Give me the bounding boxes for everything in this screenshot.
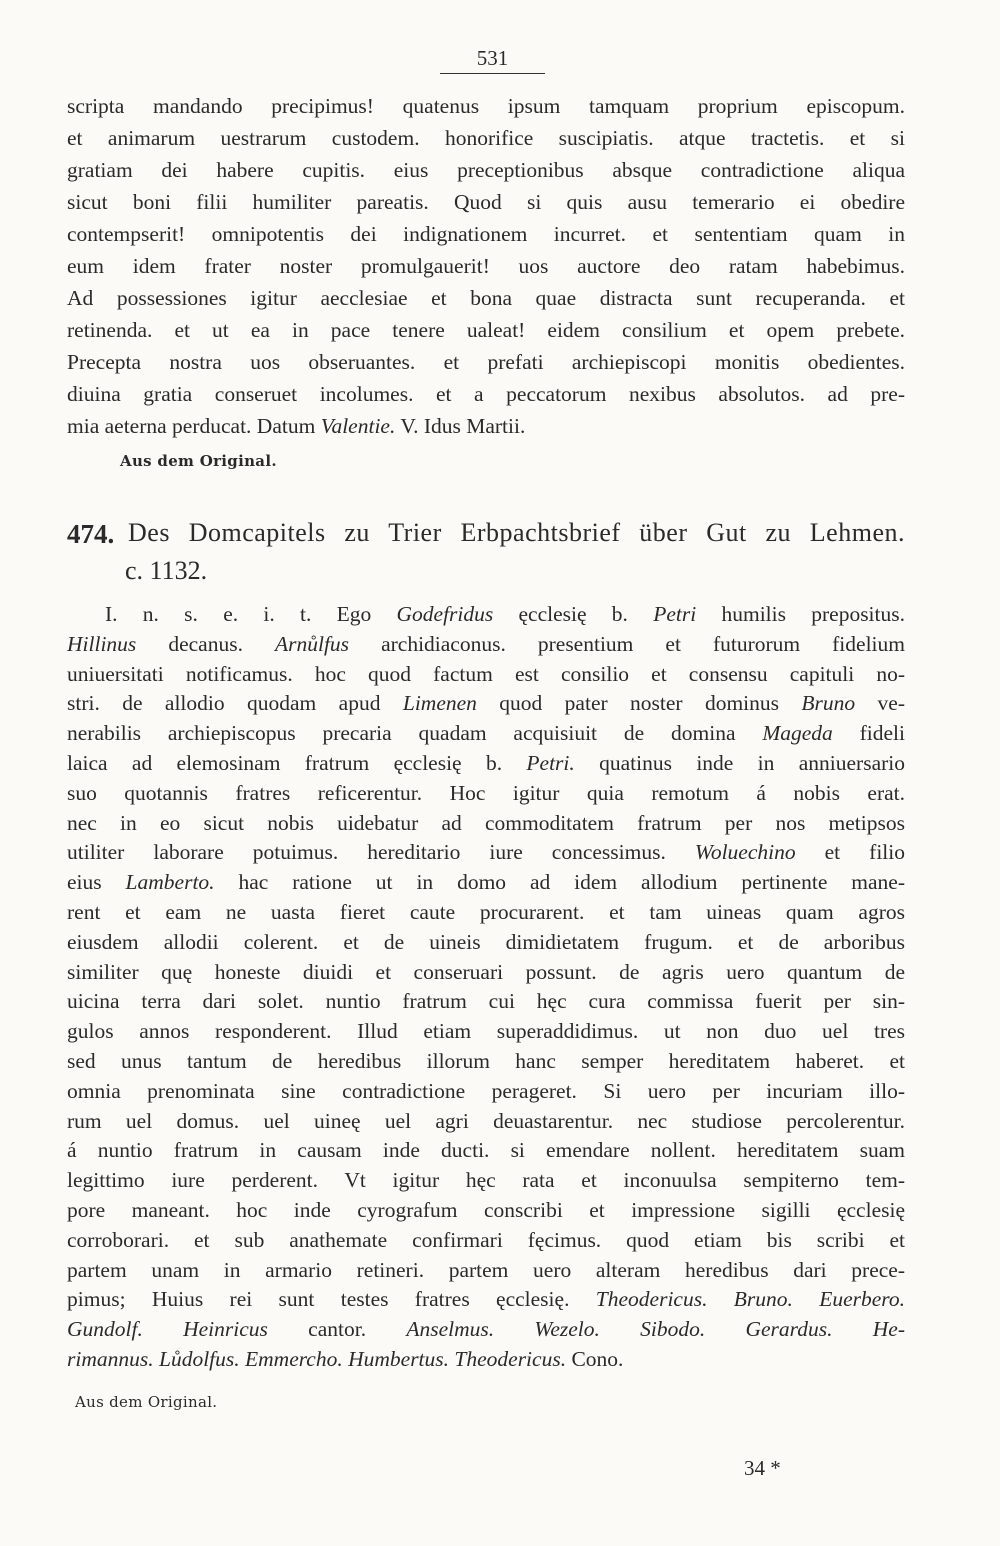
text-line: [67, 779, 905, 809]
text-line: [67, 1226, 905, 1256]
text-segment: contempserit! omnipotentis dei indignationem incurret. et sententiam quam in: [67, 222, 905, 246]
text-line: [67, 987, 905, 1017]
text-segment: nerabilis archiepiscopus precaria quadam acquisiuit de domina: [67, 721, 763, 746]
text-line: [67, 809, 905, 839]
text-segment: omnia prenominata sine contradictione perageret. Si uero per incuriam illo-: [67, 1078, 905, 1103]
text-segment: decanus.: [136, 631, 275, 656]
text-segment: gratiam dei habere cupitis. eius preceptionibus absque contradictione aliqua: [67, 158, 905, 182]
source-note: Aus dem Original.: [75, 1393, 218, 1411]
text-segment: similiter quę honeste diuidi et conseruari possunt. de agris uero quantum de: [67, 959, 905, 984]
text-segment: eum idem frater noster promulgauerit! uos auctore deo ratam habebimus.: [67, 254, 905, 278]
text-segment: hac ratione ut in domo ad idem allodium pertinente mane-: [214, 870, 905, 895]
text-line: [67, 410, 905, 442]
text-line: [67, 719, 905, 749]
document-number: 474.: [67, 519, 115, 549]
paragraph-charter-text: [67, 600, 905, 1375]
italic-name: Bruno: [801, 691, 856, 716]
text-segment: pore maneant. hoc inde cyrografum conscribi et impressione sigilli ęcclesię: [67, 1197, 905, 1222]
text-line: [67, 90, 905, 122]
document-date: c. 1132.: [125, 556, 208, 585]
source-note: Aus dem Original.: [120, 452, 277, 470]
text-segment: uniuersitati notificamus. hoc quod factum est consilio et consensu capituli no-: [67, 661, 905, 686]
text-line: [67, 689, 905, 719]
text-segment: rent et eam ne uasta fieret caute procurarent. et tam uineas quam agros: [67, 899, 905, 924]
italic-name: Petri: [653, 602, 697, 626]
italic-name: Arnůlfus: [274, 631, 350, 656]
text-segment: ve-: [855, 691, 905, 716]
text-line: [67, 1047, 905, 1077]
italic-name: Godefridus: [396, 602, 494, 626]
text-segment: Ad possessiones igitur aecclesiae et bona quae distracta sunt recuperanda. et: [67, 286, 905, 310]
italic-name: Mageda: [762, 721, 833, 746]
text-line: [67, 154, 905, 186]
text-segment: quod pater noster dominus: [476, 691, 802, 716]
text-segment: uicina terra dari solet. nuntio fratrum cui hęc cura commissa fuerit per sin-: [67, 989, 905, 1014]
text-line: [67, 1345, 905, 1375]
text-segment: sicut boni filii humiliter pareatis. Quod si quis ausu temerario ei obedire: [67, 190, 905, 214]
text-line: [67, 1196, 905, 1226]
text-line: [67, 1256, 905, 1286]
text-segment: legittimo iure perderent. Vt igitur hęc rata et inconuulsa sempiterno tem-: [67, 1168, 905, 1193]
text-line: [67, 1107, 905, 1137]
text-segment: V. Idus Martii.: [395, 414, 526, 438]
text-segment: á nuntio fratrum in causam inde ducti. si emendare nollent. hereditatem suam: [67, 1138, 905, 1163]
text-segment: partem unam in armario retineri. partem uero alteram heredibus dari prece-: [67, 1257, 905, 1282]
italic-name: Woluechino: [694, 840, 796, 865]
signature-mark: 34 *: [744, 1456, 781, 1480]
italic-name: Hillinus: [67, 631, 137, 656]
text-line: [67, 378, 905, 410]
text-segment: laica ad elemosinam fratrum ęcclesię b.: [67, 750, 527, 775]
italic-name: Theodericus. Bruno. Euerbero.: [595, 1287, 905, 1312]
italic-name: rimannus. Lůdolfus. Emmercho. Humbertus. Theodericus.: [67, 1346, 567, 1371]
italic-name: Valentie.: [320, 414, 396, 438]
text-line: [67, 749, 905, 779]
text-segment: Cono.: [566, 1346, 624, 1371]
text-segment: corroborari. et sub anathemate confirmari fęcimus. quod etiam bis scribi et: [67, 1227, 905, 1252]
text-segment: diuina gratia conseruet incolumes. et a peccatorum nexibus absolutos. ad pre-: [67, 382, 905, 406]
text-segment: fideli: [832, 721, 905, 746]
text-line: [67, 928, 905, 958]
text-line: [67, 1166, 905, 1196]
text-line: [67, 1285, 905, 1315]
text-line: [67, 838, 905, 868]
text-line: [67, 346, 905, 378]
text-segment: sed unus tantum de heredibus illorum hanc semper hereditatem haberet. et: [67, 1048, 905, 1073]
text-segment: Precepta nostra uos obseruantes. et prefati archiepiscopi monitis obedientes.: [67, 350, 905, 374]
text-line: [67, 314, 905, 346]
paragraph-continued-letter: [67, 90, 905, 442]
text-segment: et animarum uestrarum custodem. honorifice suscipiatis. atque tractetis. et si: [67, 126, 905, 150]
text-segment: eius: [67, 870, 126, 895]
italic-name: Gundolf. Heinricus: [67, 1317, 268, 1342]
text-line: [67, 282, 905, 314]
text-line: [67, 630, 905, 660]
text-segment: utiliter laborare potuimus. hereditario iure concessimus.: [67, 840, 695, 865]
text-line: [67, 250, 905, 282]
text-segment: pimus; Huius rei sunt testes fratres ęcclesię.: [67, 1287, 596, 1312]
text-segment: quatinus inde in anniuersario: [574, 750, 905, 775]
text-segment: retinenda. et ut ea in pace tenere ualeat! eidem consilium et opem prebete.: [67, 318, 905, 342]
text-line: [67, 1136, 905, 1166]
page-number: 531: [440, 46, 545, 74]
text-segment: eiusdem allodii colerent. et de uineis dimidietatem frugum. et de arboribus: [67, 929, 905, 954]
text-line: [67, 1017, 905, 1047]
text-line: [67, 600, 905, 630]
text-segment: archidiaconus. presentium et futurorum fidelium: [349, 631, 905, 656]
text-line: [67, 660, 905, 690]
text-line: [67, 122, 905, 154]
text-segment: humilis prepositus.: [696, 602, 905, 626]
text-segment: et filio: [795, 840, 905, 865]
text-segment: gulos annos responderent. Illud etiam superaddidimus. ut non duo uel tres: [67, 1019, 905, 1044]
text-segment: rum uel domus. uel uineę uel agri deuastarentur. nec studiose percolerentur.: [67, 1108, 905, 1133]
document-title: Des Domcapitels zu Trier Erbpachtsbrief über Gut zu Lehmen.: [128, 518, 905, 547]
text-line: [67, 898, 905, 928]
text-segment: nec in eo sicut nobis uidebatur ad commoditatem fratrum per nos metipsos: [67, 810, 905, 835]
text-segment: scripta mandando precipimus! quatenus ipsum tamquam proprium episcopum.: [67, 94, 905, 118]
text-segment: stri. de allodio quodam apud: [67, 691, 403, 716]
text-line: [67, 958, 905, 988]
text-line: [67, 218, 905, 250]
text-line: [67, 868, 905, 898]
text-segment: ęcclesię b.: [493, 602, 654, 626]
italic-name: Anselmus. Wezelo. Sibodo. Gerardus. He-: [406, 1317, 905, 1342]
text-segment: mia aeterna perducat. Datum: [67, 414, 321, 438]
text-segment: cantor.: [267, 1317, 407, 1342]
text-line: [67, 1077, 905, 1107]
text-segment: suo quotannis fratres reficerentur. Hoc igitur quia remotum á nobis erat.: [67, 780, 905, 805]
text-segment: I. n. s. e. i. t. Ego: [105, 602, 397, 626]
italic-name: Lamberto.: [125, 870, 215, 895]
italic-name: Petri.: [526, 750, 575, 775]
text-line: [67, 186, 905, 218]
italic-name: Limenen: [402, 691, 477, 716]
text-line: [67, 1315, 905, 1345]
